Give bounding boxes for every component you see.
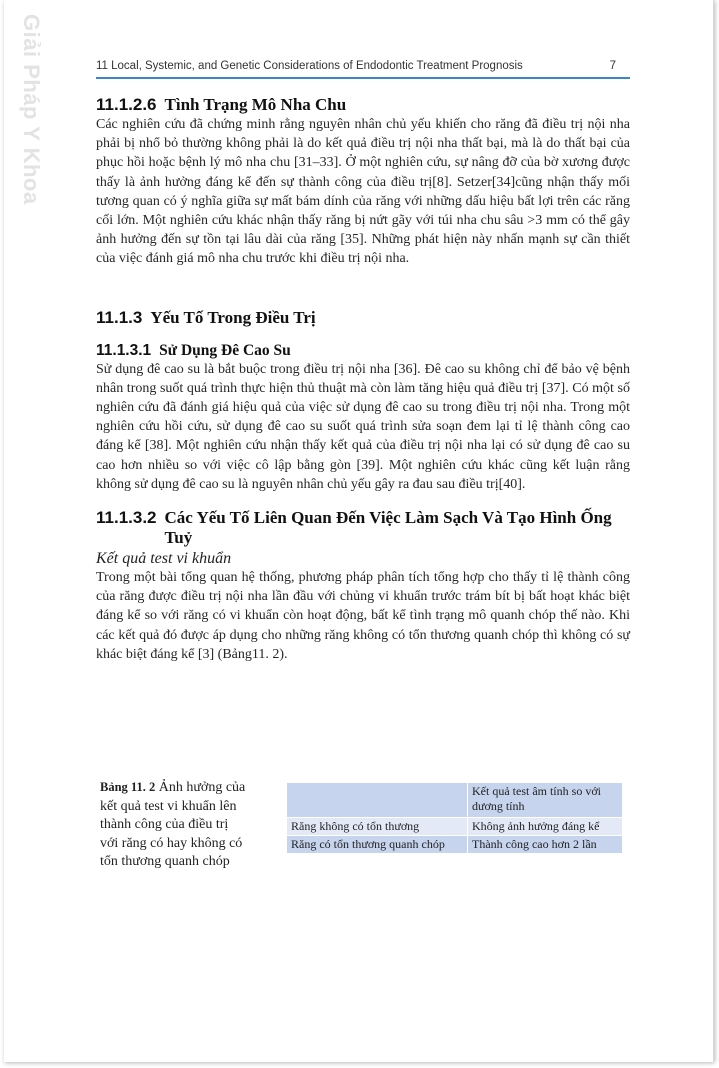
- section-number: 11.1.3: [96, 307, 143, 327]
- paragraph-bacterial-test: Trong một bài tổng quan hệ thống, phương pháp phân tích tổng hợp cho thấy tỉ lệ thành công của răng được điều trị nội nha lần đầu với chủng vi khuẩn trước trám bít bị bất hoạt khác biệt đáng kể so với răng có vi khuẩn còn hoạt động, bất kể tình trạng mô quanh chóp thế nào. Khi các kết quả đó được áp dụng cho những răng không có tổn thương quanh chóp thì không có sự khác biệt đáng kể [3] (Bảng11. 2).: [96, 570, 630, 662]
- subsection-title: Kết quả test vi khuẩn: [96, 550, 232, 568]
- section-title: Các Yếu Tố Liên Quan Đến Việc Làm Sạch Và Tạo Hình Ống Tuỷ: [164, 508, 612, 548]
- running-header: [96, 60, 630, 79]
- table-row: [287, 836, 623, 854]
- section-number: 11.1.2.6: [96, 95, 157, 114]
- page-number: 7: [609, 60, 616, 72]
- section-heading-rubber-dam: [96, 341, 630, 360]
- section-heading-cleaning-shaping: [96, 508, 630, 548]
- section-heading-treatment-factors: [96, 307, 630, 329]
- table-header-cell: Kết quả test âm tính so với dương tính: [468, 783, 623, 818]
- table-cell: Không ảnh hưởng đáng kể: [468, 818, 623, 836]
- table-caption-text: Ảnh hưởng của kết quả test vi khuẩn lên thành công của điều trị với răng có hay không có tổn thương quanh chóp: [100, 780, 246, 869]
- table-cell: Răng có tổn thương quanh chóp: [287, 836, 468, 854]
- table-caption: [100, 778, 250, 872]
- table-cell: Thành công cao hơn 2 lần: [468, 836, 623, 854]
- paragraph-rubber-dam: Sử dụng đê cao su là bắt buộc trong điều trị nội nha [36]. Đê cao su không chỉ để bảo vệ bệnh nhân trong suốt quá trình thực hiện thủ thuật mà còn làm tăng hiệu quả điều trị [37]. Có một số nghiên cứu đã đánh giá hiệu quả của việc sử dụng đê cao su trong điều trị nội nha. Trong một nghiên cứu hồi cứu, sử dụng đê cao su suốt quá trình sửa soạn đem lại tỉ lệ thành công cao đáng kể [38]. Một nghiên cứu nhận thấy kết quả của điều trị nội nha lại có sử dụng đê cao su cao hơn nhiều so với việc cô lập bằng gòn [39]. Một nghiên cứu khác cũng kết luận rằng không sử dụng đê cao su là nguyên nhân chủ yếu gây ra đau sau điều trị[40].: [96, 361, 630, 492]
- table-header-row: [287, 783, 623, 818]
- table-header-cell: [287, 783, 468, 818]
- section-title: Yếu Tố Trong Điều Trị: [150, 307, 316, 327]
- table-cell: Răng không có tổn thương: [287, 818, 468, 836]
- table-caption-label: Bảng 11. 2: [100, 780, 156, 794]
- main-content: [96, 92, 630, 664]
- section-number: 11.1.3.2: [96, 508, 157, 528]
- paragraph-periodontal: Các nghiên cứu đã chứng minh rằng nguyên nhân chủ yếu khiến cho răng đã điều trị nội nha phải bị nhổ bỏ thường không phải là do kết quả điều trị nội nha thất bại, mà là do thất bại của phục hồi hoặc bệnh lý mô nha chu [31–33]. Ở một nghiên cứu, sự nâng đỡ của bờ xương được thấy là ảnh hưởng đáng kể đến sự thành công của điều trị[8]. Setzer[34]cũng nhận thấy mối tương quan có ý nghĩa giữa sự mất bám dính của răng với những dấu hiệu bất lợi trên các răng cối lớn. Một nghiên cứu khác nhận thấy răng bị nứt gãy với túi nha chu sâu >3 mm có thể gây ảnh hưởng đến sự tồn tại lâu dài của răng [35]. Những phát hiện này nhấn mạnh sự cần thiết của việc đánh giá mô nha chu trước khi điều trị nội nha.: [96, 117, 630, 267]
- section-title: Sử Dụng Đê Cao Su: [159, 341, 291, 359]
- table-row: [287, 818, 623, 836]
- section-heading-periodontal: [96, 95, 630, 115]
- watermark: Giải Pháp Y Khoa: [19, 14, 44, 205]
- section-title: Tình Trạng Mô Nha Chu: [164, 95, 347, 114]
- document-page: [4, 0, 714, 1062]
- section-number: 11.1.3.1: [96, 341, 152, 359]
- chapter-title: 11 Local, Systemic, and Genetic Considerations of Endodontic Treatment Prognosis: [96, 60, 523, 72]
- results-table: [286, 782, 623, 854]
